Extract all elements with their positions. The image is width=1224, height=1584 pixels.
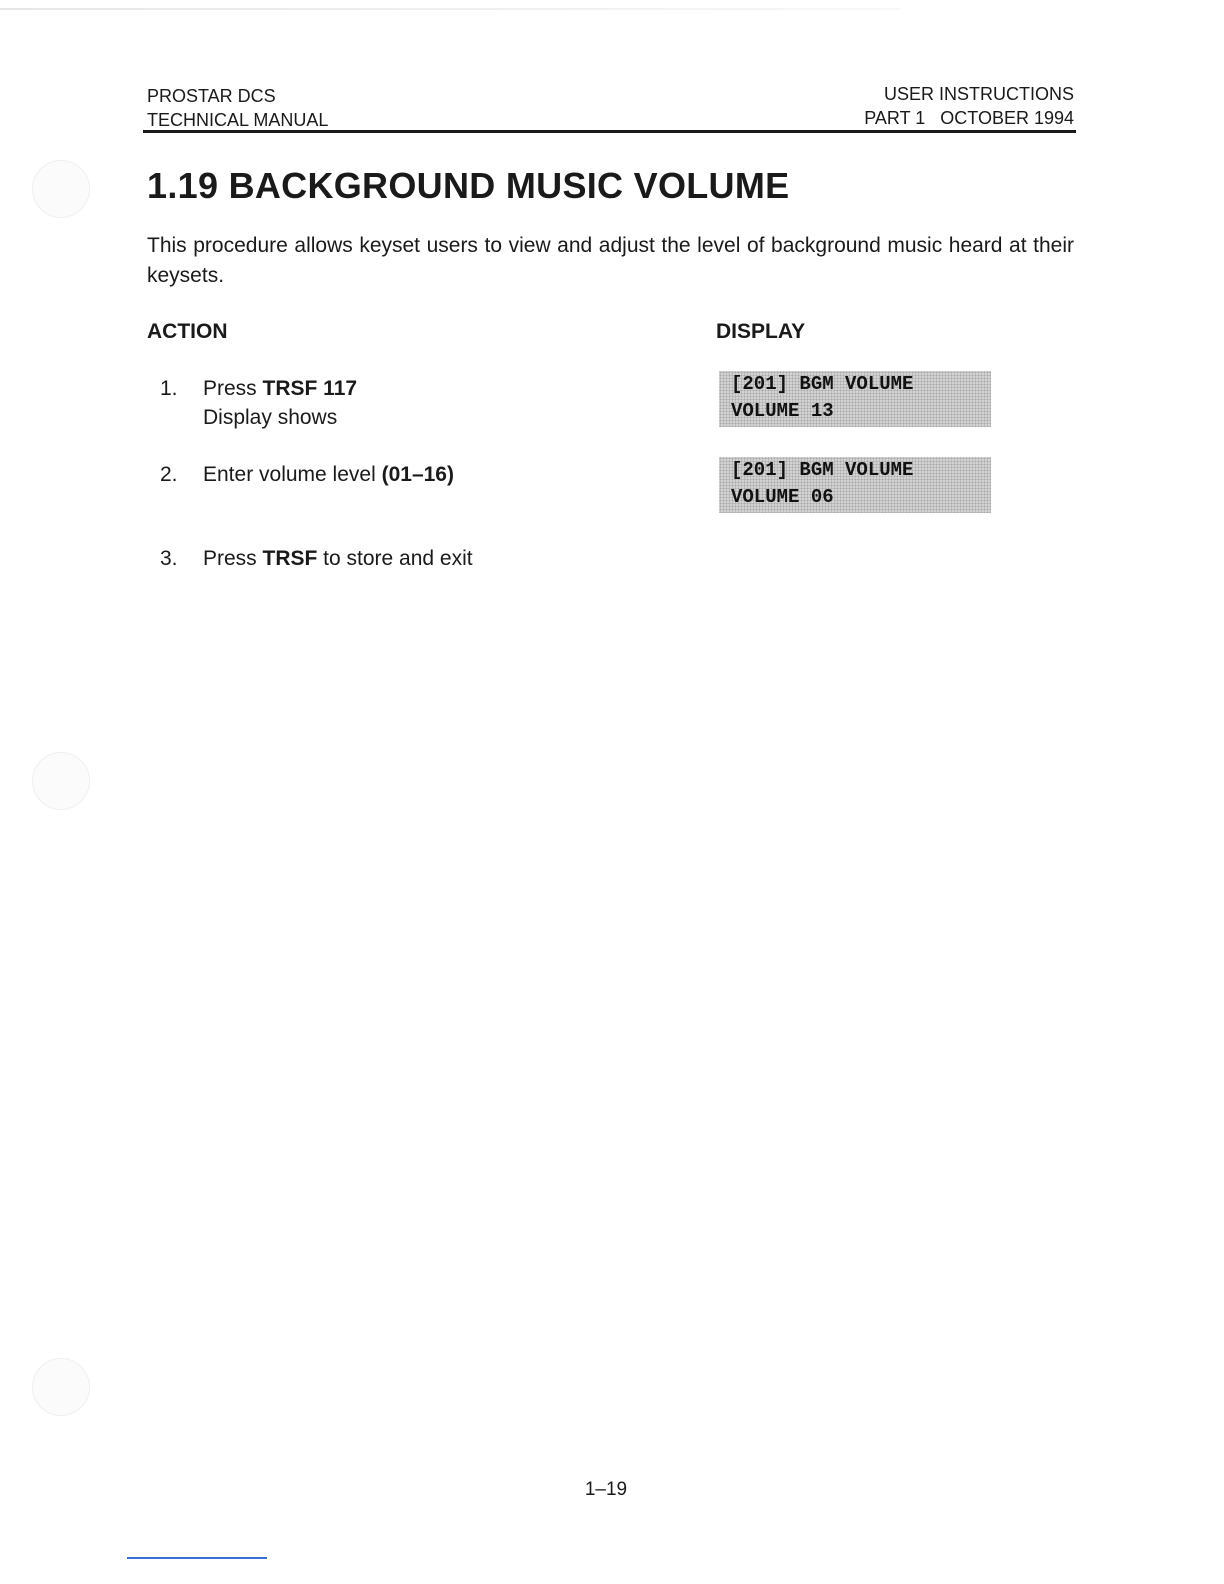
page-title: 1.19 BACKGROUND MUSIC VOLUME bbox=[147, 165, 790, 206]
step-key: (01–16) bbox=[381, 463, 454, 486]
step-key: TRSF bbox=[262, 547, 318, 570]
page-edge bbox=[0, 8, 900, 10]
action-column-heading: ACTION bbox=[147, 320, 228, 343]
step-text-prefix: Press bbox=[203, 547, 263, 570]
header-right bbox=[864, 82, 1074, 130]
step-text-prefix: Press bbox=[203, 377, 263, 400]
header-section: USER INSTRUCTIONS bbox=[883, 84, 1074, 104]
lcd-display-2 bbox=[719, 457, 991, 513]
step-number: 1. bbox=[160, 377, 178, 400]
step-1 bbox=[160, 374, 357, 432]
step-key: TRSF 117 bbox=[262, 377, 358, 400]
lcd-line-2: VOLUME 13 bbox=[731, 400, 834, 422]
step-note: Display shows bbox=[203, 406, 338, 429]
header-product: PROSTAR DCS bbox=[147, 86, 276, 106]
step-number: 3. bbox=[160, 547, 178, 570]
step-3 bbox=[160, 544, 473, 573]
step-text-suffix: to store and exit bbox=[317, 547, 473, 570]
lcd-line-1: [201] BGM VOLUME bbox=[731, 459, 914, 481]
page-number: 1–19 bbox=[584, 1479, 628, 1500]
page-bottom-mark bbox=[127, 1557, 267, 1559]
lcd-display-1 bbox=[719, 371, 991, 427]
lcd-line-2: VOLUME 06 bbox=[731, 486, 834, 508]
header-manual: TECHNICAL MANUAL bbox=[147, 110, 329, 130]
intro-paragraph: This procedure allows keyset users to view and adjust the level of background music heard at their keysets. bbox=[147, 234, 1074, 287]
lcd-line-1: [201] BGM VOLUME bbox=[731, 373, 914, 395]
header-rule bbox=[143, 130, 1076, 133]
punch-hole-middle bbox=[32, 752, 90, 810]
punch-hole-bottom bbox=[32, 1358, 90, 1416]
step-number: 2. bbox=[160, 463, 178, 486]
step-2 bbox=[160, 460, 454, 489]
step-text-prefix: Enter volume level bbox=[203, 463, 382, 486]
punch-hole-top bbox=[32, 160, 90, 218]
header-part-date: PART 1 OCTOBER 1994 bbox=[864, 108, 1074, 128]
header-left bbox=[147, 84, 328, 132]
display-column-heading: DISPLAY bbox=[716, 320, 806, 343]
